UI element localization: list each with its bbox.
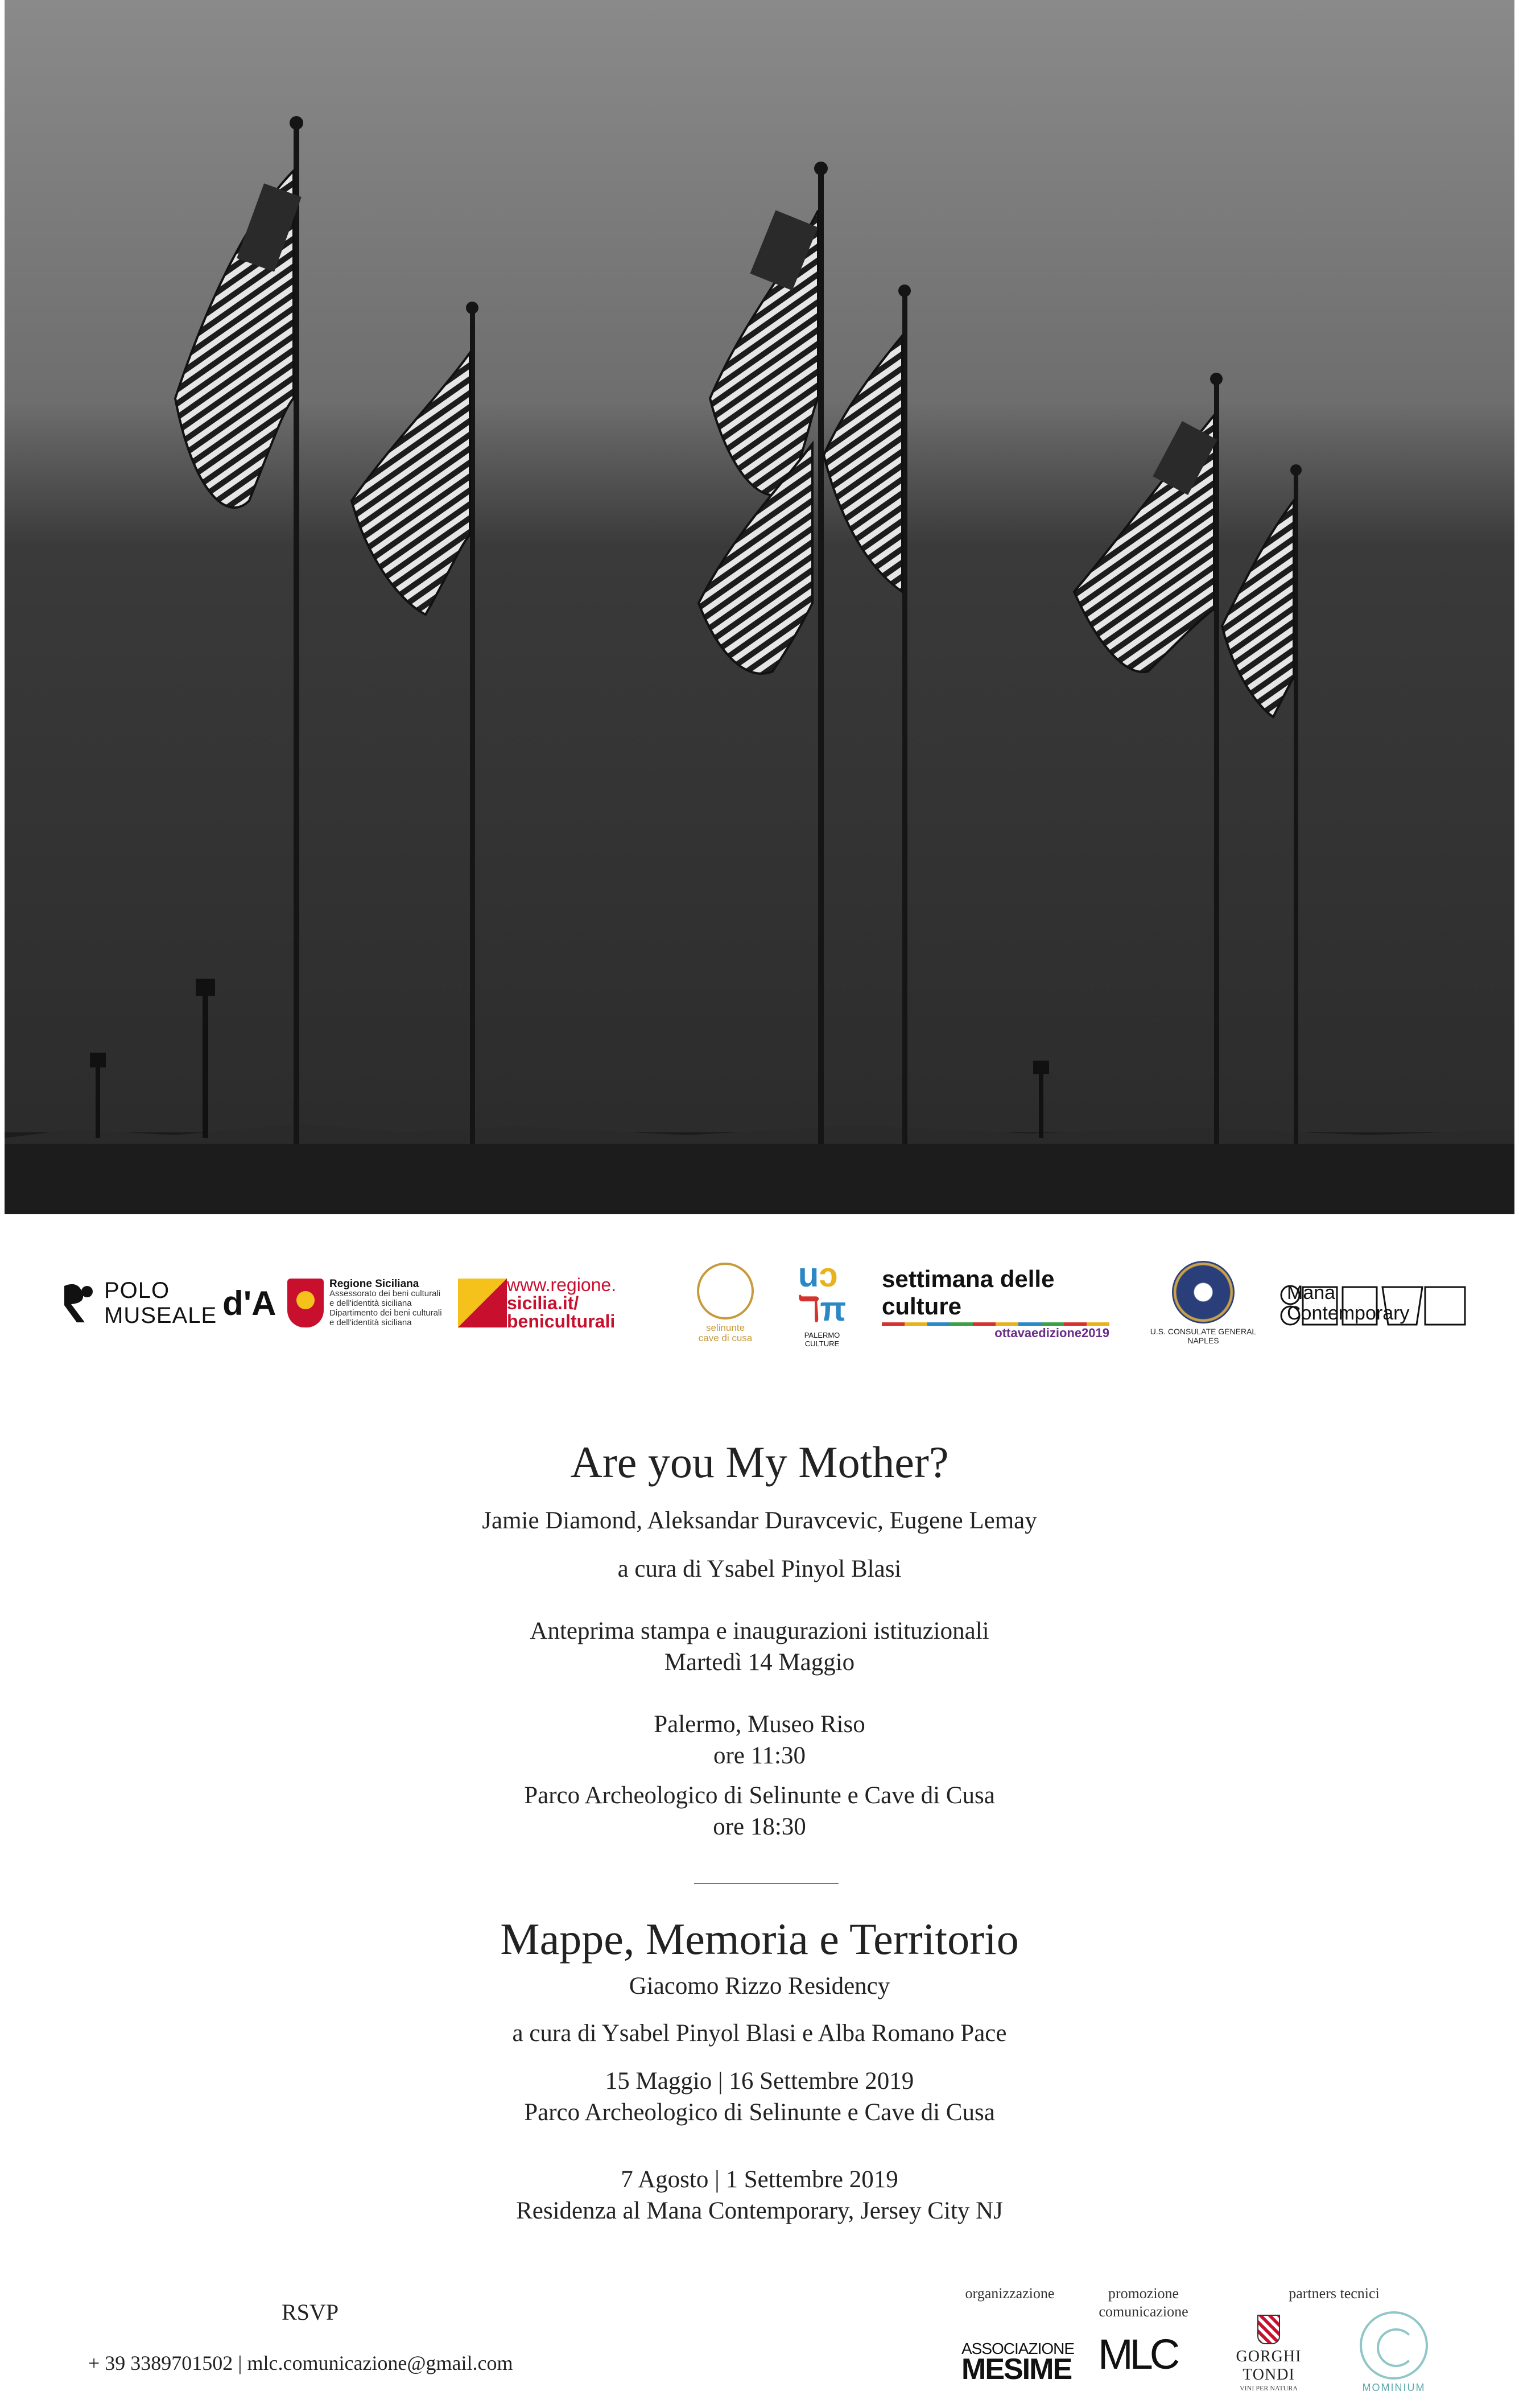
- mlc-logo: MLC: [1098, 2331, 1177, 2378]
- event2-subtitle: Giacomo Rizzo Residency: [629, 1973, 890, 1999]
- selinunte-line2: cave di cusa: [698, 1333, 753, 1343]
- consulate-line1: U.S. CONSULATE GENERAL: [1150, 1327, 1257, 1336]
- event1-artists: Jamie Diamond, Aleksandar Duravcevic, Eugene Lemay: [482, 1507, 1037, 1534]
- mana-line2: Contemporary: [1287, 1302, 1410, 1324]
- mesime-logo: [961, 2339, 1075, 2386]
- section-divider: [694, 1883, 839, 1884]
- selinunte-emblem-icon: [697, 1263, 754, 1320]
- mominium-swirl-icon: [1360, 2311, 1428, 2380]
- event1-preview: Anteprima stampa e inaugurazioni istituzionali: [530, 1618, 989, 1644]
- mominium-name: MOMINIUM: [1362, 2382, 1426, 2393]
- us-consulate-logo: [1144, 1252, 1263, 1354]
- polo-line2: MUSEALE: [104, 1303, 217, 1328]
- settimana-main: settimana delle culture: [882, 1265, 1055, 1320]
- selinunte-line1: selinunte: [705, 1322, 745, 1333]
- event2-dates1: 15 Maggio | 16 Settembre 2019: [605, 2068, 914, 2094]
- regione-line3: Dipartimento dei beni culturali: [329, 1308, 442, 1318]
- sicilia-line3: beniculturali: [507, 1311, 616, 1331]
- mana-line1: Mana: [1287, 1282, 1336, 1304]
- consulate-seal-icon: [1172, 1261, 1235, 1323]
- sicilia-line2: sicilia.it/: [507, 1293, 579, 1313]
- sicilia-line1: www.regione.: [507, 1275, 617, 1295]
- palermo-culture-logo: [794, 1252, 851, 1354]
- event1-title: Are you My Mother?: [570, 1437, 949, 1487]
- gorghi-tagline: VINI PER NATURA: [1240, 2384, 1298, 2392]
- regione-siciliana-logo: [287, 1252, 452, 1354]
- polo-museale-logo: [60, 1252, 276, 1354]
- gorghi-crest-icon: [1257, 2315, 1280, 2344]
- polo-mark-icon: [60, 1280, 96, 1326]
- event1-venue2: Parco Archeologico di Selinunte e Cave di Cusa: [524, 1782, 995, 1809]
- promozione-label: [1081, 2285, 1206, 2321]
- regione-line2: e dell'identità siciliana: [329, 1298, 412, 1308]
- rsvp-label: RSVP: [282, 2299, 339, 2325]
- triangle-icon: [458, 1279, 507, 1327]
- mominium-logo: [1348, 2311, 1439, 2394]
- settimana-culture-logo: [882, 1252, 1109, 1354]
- event1-curator: a cura di Ysabel Pinyol Blasi: [617, 1556, 902, 1582]
- partners-label: partners tecnici: [1289, 2285, 1380, 2302]
- gorghi-tondi-logo: [1217, 2315, 1320, 2393]
- contact-info[interactable]: + 39 3389701502 | mlc.comunicazione@gmail.com: [88, 2352, 513, 2374]
- event2-title: Mappe, Memoria e Territorio: [500, 1914, 1019, 1964]
- organizzazione-label: organizzazione: [965, 2285, 1055, 2302]
- event1-venue1: Palermo, Museo Riso: [654, 1711, 865, 1738]
- trinacria-crest-icon: [287, 1279, 324, 1327]
- palermo-line2: CULTURE: [804, 1339, 840, 1348]
- settimana-sub: ottavaedizione2019: [994, 1326, 1109, 1340]
- polo-da-mark: d'A: [222, 1284, 276, 1322]
- event1-date: Martedì 14 Maggio: [664, 1649, 855, 1676]
- sponsor-logo-strip: [0, 1252, 1519, 1354]
- mana-contemporary-logo: [1280, 1252, 1468, 1354]
- regione-line4: e dell'identità siciliana: [329, 1317, 412, 1327]
- event1-time1: ore 11:30: [713, 1742, 806, 1769]
- mesime-line2: MESIME: [961, 2353, 1072, 2386]
- event2-venue2: Residenza al Mana Contemporary, Jersey City NJ: [516, 2197, 1003, 2224]
- event2-dates2: 7 Agosto | 1 Settembre 2019: [621, 2166, 898, 2193]
- event1-time2: ore 18:30: [713, 1813, 806, 1840]
- beniculturali-site-logo: [458, 1252, 640, 1354]
- promozione-line2: comunicazione: [1099, 2303, 1188, 2320]
- event2-curators: a cura di Ysabel Pinyol Blasi e Alba Romano Pace: [512, 2020, 1007, 2047]
- palermo-glyph-icon: uɔ ℸπ: [798, 1256, 847, 1328]
- hero-photo: [5, 0, 1514, 1214]
- promozione-line1: promozione: [1108, 2285, 1179, 2302]
- event2-venue1: Parco Archeologico di Selinunte e Cave di Cusa: [524, 2099, 995, 2126]
- regione-line1: Assessorato dei beni culturali: [329, 1288, 441, 1298]
- gorghi-name: GORGHI TONDI: [1236, 2348, 1302, 2384]
- polo-line1: POLO: [104, 1278, 170, 1303]
- consulate-line2: NAPLES: [1187, 1336, 1219, 1345]
- palermo-line1: PALERMO: [804, 1331, 840, 1339]
- mesime-line1: ASSOCIAZIONE: [961, 2340, 1075, 2357]
- selinunte-logo: [691, 1252, 760, 1354]
- regione-title: Regione Siciliana: [329, 1277, 419, 1290]
